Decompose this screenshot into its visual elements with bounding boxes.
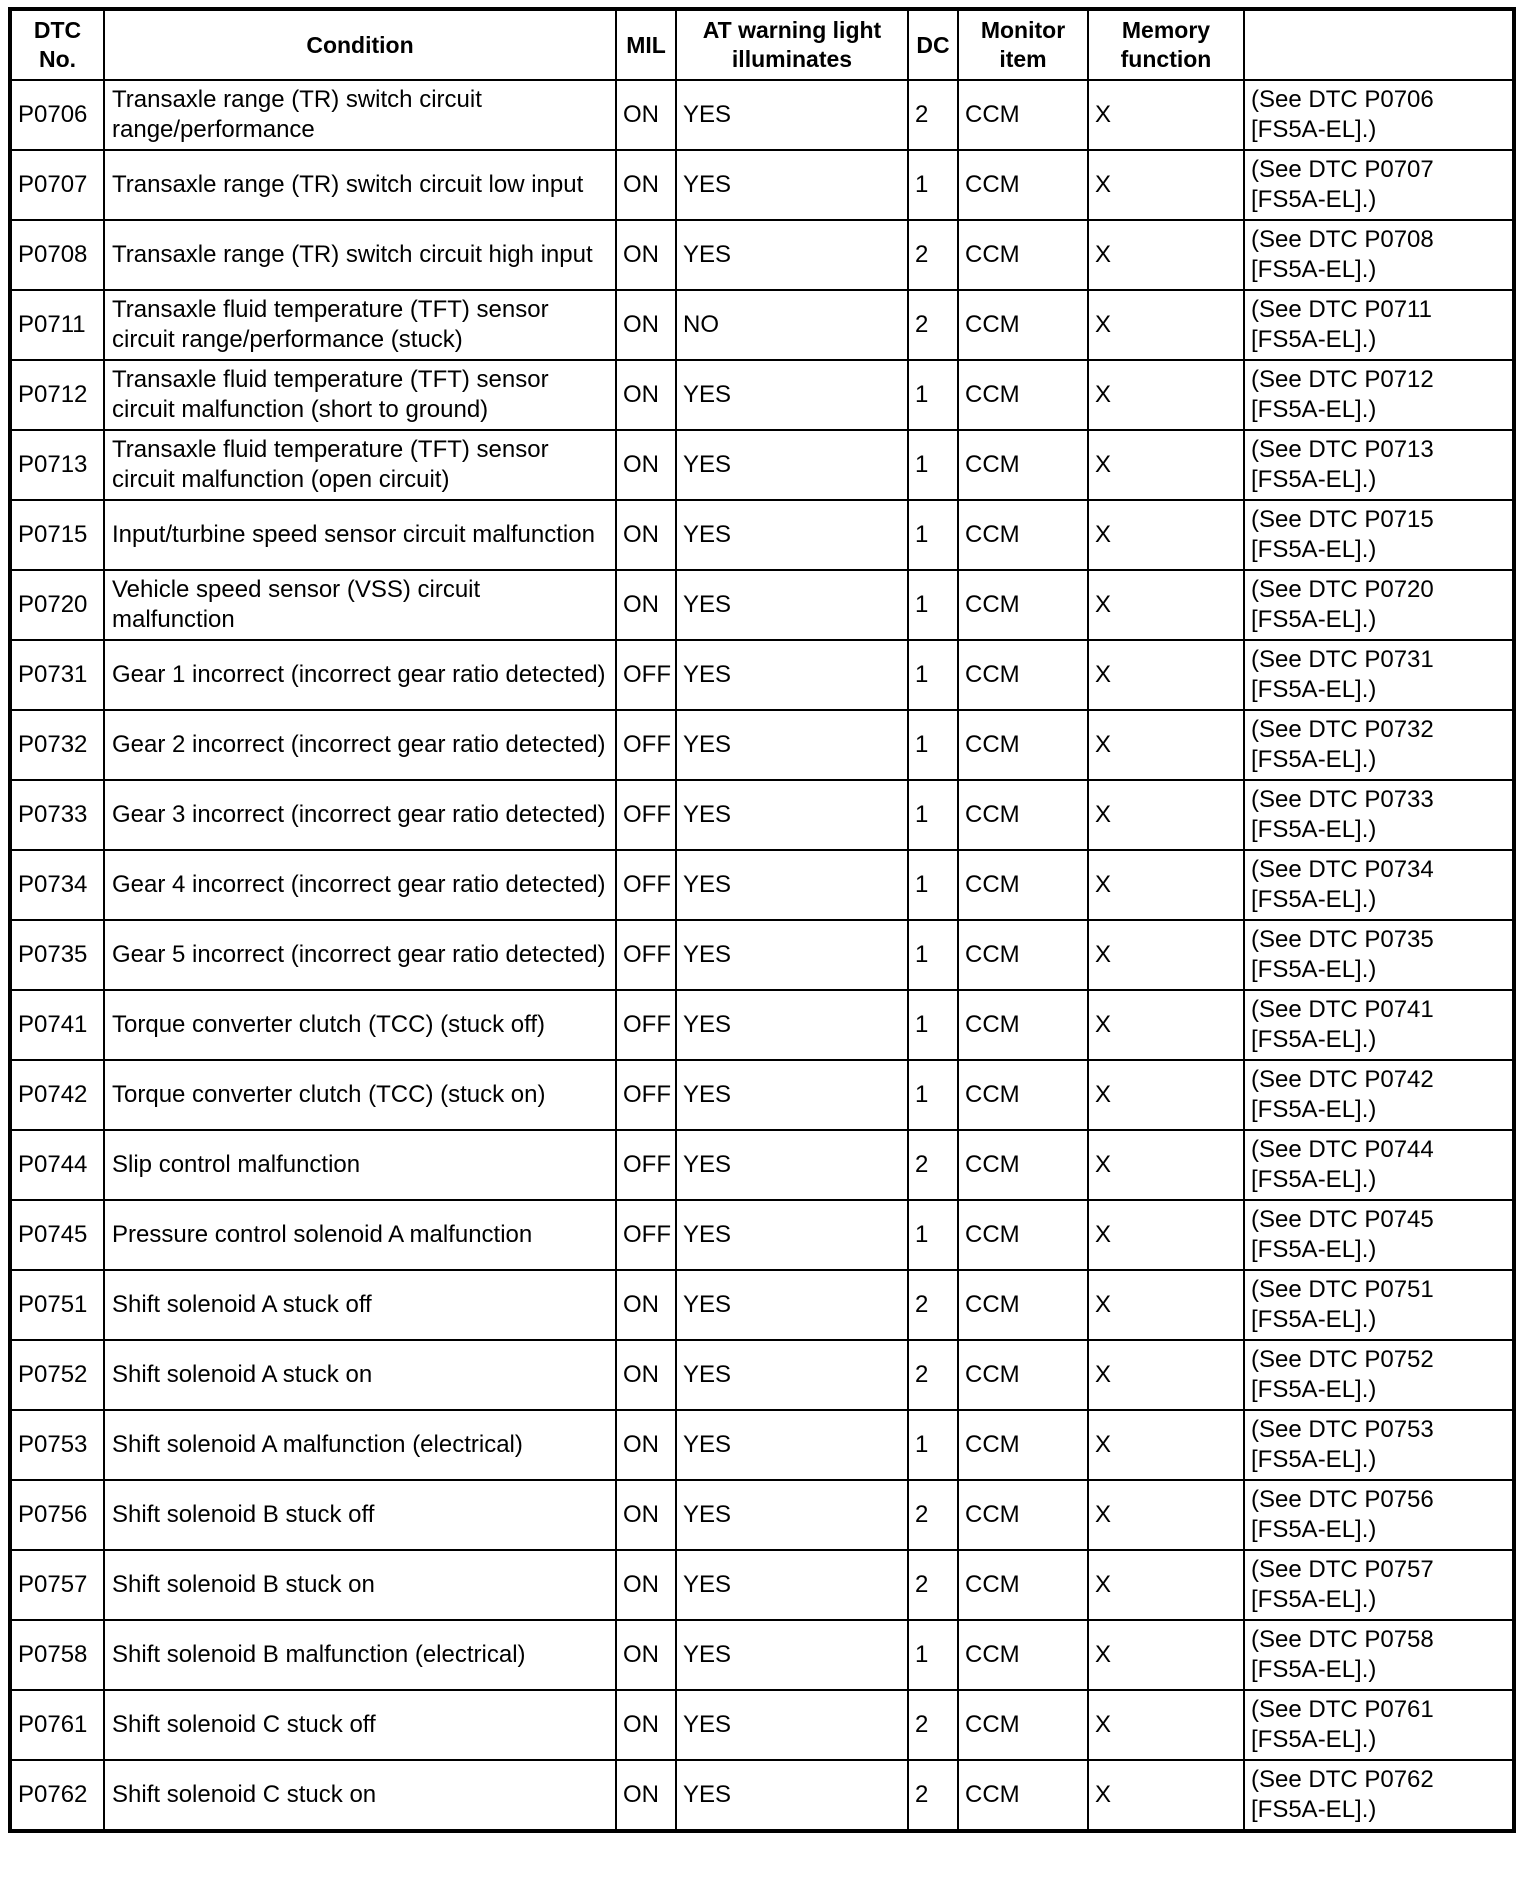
- page-reference-line2: [FS5A-EL].): [1251, 1026, 1377, 1053]
- page-reference-line2: [FS5A-EL].): [1251, 1306, 1377, 1333]
- header-dtc-no-line1: DTC: [33, 17, 82, 43]
- cell-page-reference: [1244, 220, 1514, 290]
- cell-condition: Gear 3 incorrect (incorrect gear ratio detected): [104, 780, 616, 850]
- cell-page-reference: [1244, 1480, 1514, 1550]
- page-reference-line2: [FS5A-EL].): [1251, 676, 1377, 703]
- cell-dc: 2: [908, 1690, 958, 1760]
- cell-at-warning: YES: [676, 1760, 908, 1831]
- cell-page-reference: [1244, 920, 1514, 990]
- cell-dtc-no: P0711: [10, 290, 104, 360]
- cell-page-reference: [1244, 290, 1514, 360]
- table-row: [10, 710, 1514, 780]
- cell-dtc-no: P0761: [10, 1690, 104, 1760]
- cell-memory-function: X: [1088, 430, 1244, 500]
- cell-dtc-no: P0712: [10, 360, 104, 430]
- cell-condition: Transaxle fluid temperature (TFT) sensor circuit malfunction (short to ground): [104, 360, 616, 430]
- table-body: [10, 80, 1514, 1831]
- cell-dtc-no: P0744: [10, 1130, 104, 1200]
- header-mil: MIL: [616, 9, 676, 80]
- cell-memory-function: X: [1088, 1760, 1244, 1831]
- cell-memory-function: X: [1088, 1480, 1244, 1550]
- cell-dc: 1: [908, 1060, 958, 1130]
- page-reference-line2: [FS5A-EL].): [1251, 256, 1377, 283]
- cell-at-warning: YES: [676, 1480, 908, 1550]
- cell-dtc-no: P0707: [10, 150, 104, 220]
- page-reference-line1: (See DTC P0742: [1251, 1066, 1434, 1093]
- page-reference-line1: (See DTC P0745: [1251, 1206, 1434, 1233]
- cell-dc: 1: [908, 430, 958, 500]
- cell-mil: OFF: [616, 710, 676, 780]
- page-reference-line2: [FS5A-EL].): [1251, 1796, 1377, 1823]
- page-reference-line1: (See DTC P0720: [1251, 576, 1434, 603]
- cell-dc: 2: [908, 80, 958, 150]
- cell-mil: OFF: [616, 640, 676, 710]
- page-reference-line1: (See DTC P0758: [1251, 1626, 1434, 1653]
- table-row: [10, 640, 1514, 710]
- page-reference-line1: (See DTC P0733: [1251, 786, 1434, 813]
- cell-condition: Slip control malfunction: [104, 1130, 616, 1200]
- page-reference-line2: [FS5A-EL].): [1251, 1516, 1377, 1543]
- cell-page-reference: [1244, 710, 1514, 780]
- cell-dtc-no: P0742: [10, 1060, 104, 1130]
- cell-monitor-item: CCM: [958, 80, 1088, 150]
- cell-condition: Shift solenoid B stuck on: [104, 1550, 616, 1620]
- header-memory-function: [1088, 9, 1244, 80]
- page-reference-line2: [FS5A-EL].): [1251, 1586, 1377, 1613]
- page-reference-line2: [FS5A-EL].): [1251, 396, 1377, 423]
- cell-condition: Transaxle range (TR) switch circuit low input: [104, 150, 616, 220]
- cell-condition: Shift solenoid C stuck off: [104, 1690, 616, 1760]
- cell-at-warning: YES: [676, 920, 908, 990]
- cell-monitor-item: CCM: [958, 920, 1088, 990]
- cell-mil: ON: [616, 500, 676, 570]
- cell-condition: Torque converter clutch (TCC) (stuck off): [104, 990, 616, 1060]
- page-reference-line2: [FS5A-EL].): [1251, 116, 1377, 143]
- cell-memory-function: X: [1088, 1130, 1244, 1200]
- header-dc: DC: [908, 9, 958, 80]
- table-row: [10, 780, 1514, 850]
- cell-monitor-item: CCM: [958, 360, 1088, 430]
- cell-mil: ON: [616, 1690, 676, 1760]
- cell-memory-function: X: [1088, 1060, 1244, 1130]
- table-row: [10, 290, 1514, 360]
- page-reference-line1: (See DTC P0757: [1251, 1556, 1434, 1583]
- page-reference-line2: [FS5A-EL].): [1251, 746, 1377, 773]
- header-page: [1244, 9, 1514, 80]
- cell-page-reference: [1244, 1550, 1514, 1620]
- cell-mil: ON: [616, 1620, 676, 1690]
- cell-monitor-item: CCM: [958, 990, 1088, 1060]
- cell-monitor-item: CCM: [958, 500, 1088, 570]
- cell-condition: Transaxle fluid temperature (TFT) sensor circuit range/performance (stuck): [104, 290, 616, 360]
- cell-mil: ON: [616, 80, 676, 150]
- header-at-warning-line2: illuminates: [731, 46, 853, 72]
- cell-at-warning: YES: [676, 990, 908, 1060]
- cell-memory-function: X: [1088, 1550, 1244, 1620]
- cell-at-warning: YES: [676, 1340, 908, 1410]
- cell-memory-function: X: [1088, 1270, 1244, 1340]
- cell-at-warning: YES: [676, 500, 908, 570]
- page-reference-line2: [FS5A-EL].): [1251, 886, 1377, 913]
- cell-condition: Gear 2 incorrect (incorrect gear ratio detected): [104, 710, 616, 780]
- cell-dtc-no: P0713: [10, 430, 104, 500]
- cell-at-warning: YES: [676, 640, 908, 710]
- cell-condition: Vehicle speed sensor (VSS) circuit malfunction: [104, 570, 616, 640]
- cell-page-reference: [1244, 1760, 1514, 1831]
- cell-dc: 1: [908, 500, 958, 570]
- table-row: [10, 1270, 1514, 1340]
- header-row: [10, 9, 1514, 80]
- cell-condition: Shift solenoid A stuck off: [104, 1270, 616, 1340]
- cell-monitor-item: CCM: [958, 1620, 1088, 1690]
- page-reference-line1: (See DTC P0741: [1251, 996, 1434, 1023]
- cell-dtc-no: P0762: [10, 1760, 104, 1831]
- cell-dc: 1: [908, 710, 958, 780]
- table-row: [10, 220, 1514, 290]
- cell-dtc-no: P0735: [10, 920, 104, 990]
- cell-dc: 2: [908, 1340, 958, 1410]
- cell-memory-function: X: [1088, 500, 1244, 570]
- cell-mil: OFF: [616, 990, 676, 1060]
- cell-memory-function: X: [1088, 920, 1244, 990]
- cell-at-warning: YES: [676, 360, 908, 430]
- header-monitor-line2: item: [999, 46, 1047, 72]
- cell-at-warning: YES: [676, 780, 908, 850]
- cell-at-warning: YES: [676, 1620, 908, 1690]
- header-at-warning: [676, 9, 908, 80]
- cell-dc: 1: [908, 150, 958, 220]
- cell-page-reference: [1244, 1340, 1514, 1410]
- table-row: [10, 1200, 1514, 1270]
- cell-memory-function: X: [1088, 780, 1244, 850]
- page-reference-line2: [FS5A-EL].): [1251, 606, 1377, 633]
- cell-monitor-item: CCM: [958, 150, 1088, 220]
- cell-at-warning: YES: [676, 430, 908, 500]
- cell-dtc-no: P0720: [10, 570, 104, 640]
- cell-at-warning: YES: [676, 710, 908, 780]
- cell-dtc-no: P0715: [10, 500, 104, 570]
- cell-condition: Transaxle range (TR) switch circuit range/performance: [104, 80, 616, 150]
- cell-memory-function: X: [1088, 1410, 1244, 1480]
- cell-at-warning: YES: [676, 1410, 908, 1480]
- cell-condition: Shift solenoid A malfunction (electrical): [104, 1410, 616, 1480]
- cell-memory-function: X: [1088, 710, 1244, 780]
- cell-dtc-no: P0751: [10, 1270, 104, 1340]
- page-reference-line1: (See DTC P0731: [1251, 646, 1434, 673]
- table-row: [10, 1340, 1514, 1410]
- page-reference-line1: (See DTC P0734: [1251, 856, 1434, 883]
- cell-monitor-item: CCM: [958, 850, 1088, 920]
- cell-page-reference: [1244, 500, 1514, 570]
- cell-dc: 2: [908, 220, 958, 290]
- table-row: [10, 570, 1514, 640]
- cell-page-reference: [1244, 1690, 1514, 1760]
- header-dtc-no-line2: No.: [38, 46, 77, 72]
- cell-mil: ON: [616, 1480, 676, 1550]
- cell-mil: OFF: [616, 850, 676, 920]
- table-row: [10, 1130, 1514, 1200]
- cell-at-warning: YES: [676, 1270, 908, 1340]
- cell-dc: 2: [908, 1130, 958, 1200]
- cell-at-warning: YES: [676, 1130, 908, 1200]
- page-reference-line1: (See DTC P0712: [1251, 366, 1434, 393]
- table-row: [10, 430, 1514, 500]
- header-condition: Condition: [104, 9, 616, 80]
- cell-dc: 1: [908, 990, 958, 1060]
- cell-condition: Shift solenoid A stuck on: [104, 1340, 616, 1410]
- page-reference-line1: (See DTC P0708: [1251, 226, 1434, 253]
- cell-monitor-item: CCM: [958, 1060, 1088, 1130]
- table-row: [10, 850, 1514, 920]
- cell-mil: ON: [616, 1760, 676, 1831]
- page-reference-line1: (See DTC P0744: [1251, 1136, 1434, 1163]
- page-reference-line1: (See DTC P0751: [1251, 1276, 1434, 1303]
- cell-dtc-no: P0758: [10, 1620, 104, 1690]
- cell-monitor-item: CCM: [958, 1410, 1088, 1480]
- cell-page-reference: [1244, 990, 1514, 1060]
- header-monitor-line1: Monitor: [980, 17, 1066, 43]
- cell-dtc-no: P0708: [10, 220, 104, 290]
- cell-monitor-item: CCM: [958, 1340, 1088, 1410]
- cell-at-warning: YES: [676, 1200, 908, 1270]
- page-reference-line2: [FS5A-EL].): [1251, 536, 1377, 563]
- cell-dc: 2: [908, 1760, 958, 1831]
- page-reference-line1: (See DTC P0713: [1251, 436, 1434, 463]
- table-row: [10, 1620, 1514, 1690]
- cell-mil: ON: [616, 290, 676, 360]
- page-reference-line2: [FS5A-EL].): [1251, 466, 1377, 493]
- table-row: [10, 1690, 1514, 1760]
- table-row: [10, 990, 1514, 1060]
- cell-page-reference: [1244, 80, 1514, 150]
- page-reference-line2: [FS5A-EL].): [1251, 816, 1377, 843]
- table-row: [10, 80, 1514, 150]
- header-monitor-item: [958, 9, 1088, 80]
- cell-condition: Input/turbine speed sensor circuit malfunction: [104, 500, 616, 570]
- cell-dc: 1: [908, 920, 958, 990]
- cell-mil: ON: [616, 1550, 676, 1620]
- cell-page-reference: [1244, 1620, 1514, 1690]
- cell-monitor-item: CCM: [958, 1130, 1088, 1200]
- page-reference-line1: (See DTC P0732: [1251, 716, 1434, 743]
- cell-dtc-no: P0745: [10, 1200, 104, 1270]
- cell-mil: ON: [616, 150, 676, 220]
- page-reference-line2: [FS5A-EL].): [1251, 1656, 1377, 1683]
- header-memory-line1: Memory: [1121, 17, 1211, 43]
- page-reference-line1: (See DTC P0707: [1251, 156, 1434, 183]
- cell-monitor-item: CCM: [958, 290, 1088, 360]
- page-reference-line2: [FS5A-EL].): [1251, 1446, 1377, 1473]
- cell-dc: 1: [908, 1620, 958, 1690]
- page-reference-line2: [FS5A-EL].): [1251, 1376, 1377, 1403]
- page-reference-line1: (See DTC P0752: [1251, 1346, 1434, 1373]
- cell-monitor-item: CCM: [958, 1760, 1088, 1831]
- cell-mil: ON: [616, 1270, 676, 1340]
- cell-dtc-no: P0752: [10, 1340, 104, 1410]
- cell-dtc-no: P0756: [10, 1480, 104, 1550]
- cell-mil: ON: [616, 1340, 676, 1410]
- cell-mil: OFF: [616, 780, 676, 850]
- cell-dc: 1: [908, 1410, 958, 1480]
- page-reference-line1: (See DTC P0735: [1251, 926, 1434, 953]
- page-reference-line2: [FS5A-EL].): [1251, 186, 1377, 213]
- cell-memory-function: X: [1088, 1200, 1244, 1270]
- page-reference-line1: (See DTC P0756: [1251, 1486, 1434, 1513]
- cell-condition: Transaxle fluid temperature (TFT) sensor circuit malfunction (open circuit): [104, 430, 616, 500]
- page-reference-line2: [FS5A-EL].): [1251, 1096, 1377, 1123]
- cell-at-warning: YES: [676, 220, 908, 290]
- cell-condition: Pressure control solenoid A malfunction: [104, 1200, 616, 1270]
- table-row: [10, 1760, 1514, 1831]
- cell-condition: Transaxle range (TR) switch circuit high input: [104, 220, 616, 290]
- cell-mil: ON: [616, 1410, 676, 1480]
- cell-mil: ON: [616, 430, 676, 500]
- cell-memory-function: X: [1088, 220, 1244, 290]
- cell-dtc-no: P0753: [10, 1410, 104, 1480]
- table-header: [10, 9, 1514, 80]
- cell-memory-function: X: [1088, 1340, 1244, 1410]
- cell-monitor-item: CCM: [958, 780, 1088, 850]
- cell-page-reference: [1244, 150, 1514, 220]
- cell-memory-function: X: [1088, 290, 1244, 360]
- cell-monitor-item: CCM: [958, 1550, 1088, 1620]
- cell-page-reference: [1244, 640, 1514, 710]
- page-reference-line2: [FS5A-EL].): [1251, 1726, 1377, 1753]
- page-reference-line1: (See DTC P0706: [1251, 86, 1434, 113]
- cell-memory-function: X: [1088, 570, 1244, 640]
- cell-monitor-item: CCM: [958, 1200, 1088, 1270]
- page-reference-line1: (See DTC P0761: [1251, 1696, 1434, 1723]
- cell-dc: 1: [908, 1200, 958, 1270]
- table-row: [10, 150, 1514, 220]
- cell-dtc-no: P0733: [10, 780, 104, 850]
- page-reference-line2: [FS5A-EL].): [1251, 1236, 1377, 1263]
- cell-dtc-no: P0757: [10, 1550, 104, 1620]
- page-reference-line1: (See DTC P0762: [1251, 1766, 1434, 1793]
- cell-page-reference: [1244, 780, 1514, 850]
- table-row: [10, 360, 1514, 430]
- cell-condition: Torque converter clutch (TCC) (stuck on): [104, 1060, 616, 1130]
- cell-monitor-item: CCM: [958, 430, 1088, 500]
- page-reference-line1: (See DTC P0753: [1251, 1416, 1434, 1443]
- cell-memory-function: X: [1088, 640, 1244, 710]
- cell-memory-function: X: [1088, 80, 1244, 150]
- cell-condition: Gear 5 incorrect (incorrect gear ratio detected): [104, 920, 616, 990]
- cell-page-reference: [1244, 430, 1514, 500]
- cell-mil: OFF: [616, 1060, 676, 1130]
- cell-at-warning: YES: [676, 850, 908, 920]
- cell-page-reference: [1244, 360, 1514, 430]
- page-reference-line1: (See DTC P0715: [1251, 506, 1434, 533]
- table-row: [10, 1060, 1514, 1130]
- table-row: [10, 1480, 1514, 1550]
- cell-mil: ON: [616, 570, 676, 640]
- cell-at-warning: YES: [676, 80, 908, 150]
- cell-monitor-item: CCM: [958, 570, 1088, 640]
- cell-page-reference: [1244, 1200, 1514, 1270]
- cell-dc: 2: [908, 1550, 958, 1620]
- cell-at-warning: YES: [676, 570, 908, 640]
- cell-memory-function: X: [1088, 150, 1244, 220]
- cell-dc: 2: [908, 1270, 958, 1340]
- cell-memory-function: X: [1088, 360, 1244, 430]
- cell-dtc-no: P0731: [10, 640, 104, 710]
- cell-condition: Gear 1 incorrect (incorrect gear ratio detected): [104, 640, 616, 710]
- cell-dc: 1: [908, 850, 958, 920]
- cell-mil: OFF: [616, 920, 676, 990]
- header-memory-line2: function: [1120, 46, 1212, 72]
- cell-page-reference: [1244, 1270, 1514, 1340]
- table-row: [10, 1550, 1514, 1620]
- cell-monitor-item: CCM: [958, 1270, 1088, 1340]
- dtc-table: [8, 7, 1516, 1833]
- cell-page-reference: [1244, 1060, 1514, 1130]
- cell-dtc-no: P0741: [10, 990, 104, 1060]
- cell-dtc-no: P0734: [10, 850, 104, 920]
- cell-memory-function: X: [1088, 1620, 1244, 1690]
- cell-at-warning: YES: [676, 150, 908, 220]
- cell-page-reference: [1244, 1410, 1514, 1480]
- cell-page-reference: [1244, 1130, 1514, 1200]
- page-reference-line2: [FS5A-EL].): [1251, 1166, 1377, 1193]
- cell-mil: OFF: [616, 1130, 676, 1200]
- cell-page-reference: [1244, 850, 1514, 920]
- cell-dc: 1: [908, 360, 958, 430]
- cell-dc: 1: [908, 640, 958, 710]
- cell-monitor-item: CCM: [958, 1690, 1088, 1760]
- cell-condition: Gear 4 incorrect (incorrect gear ratio detected): [104, 850, 616, 920]
- cell-condition: Shift solenoid C stuck on: [104, 1760, 616, 1831]
- cell-condition: Shift solenoid B stuck off: [104, 1480, 616, 1550]
- cell-dc: 2: [908, 290, 958, 360]
- header-at-warning-line1: AT warning light: [702, 17, 882, 43]
- cell-memory-function: X: [1088, 1690, 1244, 1760]
- cell-at-warning: NO: [676, 290, 908, 360]
- cell-dc: 1: [908, 570, 958, 640]
- cell-mil: ON: [616, 220, 676, 290]
- cell-at-warning: YES: [676, 1690, 908, 1760]
- cell-dtc-no: P0706: [10, 80, 104, 150]
- cell-at-warning: YES: [676, 1060, 908, 1130]
- cell-memory-function: X: [1088, 990, 1244, 1060]
- cell-monitor-item: CCM: [958, 710, 1088, 780]
- cell-mil: ON: [616, 360, 676, 430]
- cell-at-warning: YES: [676, 1550, 908, 1620]
- cell-monitor-item: CCM: [958, 220, 1088, 290]
- dtc-table-container: [8, 7, 1512, 1833]
- cell-dc: 1: [908, 780, 958, 850]
- table-row: [10, 1410, 1514, 1480]
- page-reference-line2: [FS5A-EL].): [1251, 956, 1377, 983]
- table-row: [10, 920, 1514, 990]
- page-reference-line1: (See DTC P0711: [1251, 296, 1432, 323]
- cell-mil: OFF: [616, 1200, 676, 1270]
- header-dtc-no: [10, 9, 104, 80]
- cell-dc: 2: [908, 1480, 958, 1550]
- page-reference-line2: [FS5A-EL].): [1251, 326, 1377, 353]
- cell-memory-function: X: [1088, 850, 1244, 920]
- cell-monitor-item: CCM: [958, 1480, 1088, 1550]
- cell-monitor-item: CCM: [958, 640, 1088, 710]
- cell-dtc-no: P0732: [10, 710, 104, 780]
- cell-page-reference: [1244, 570, 1514, 640]
- cell-condition: Shift solenoid B malfunction (electrical): [104, 1620, 616, 1690]
- table-row: [10, 500, 1514, 570]
